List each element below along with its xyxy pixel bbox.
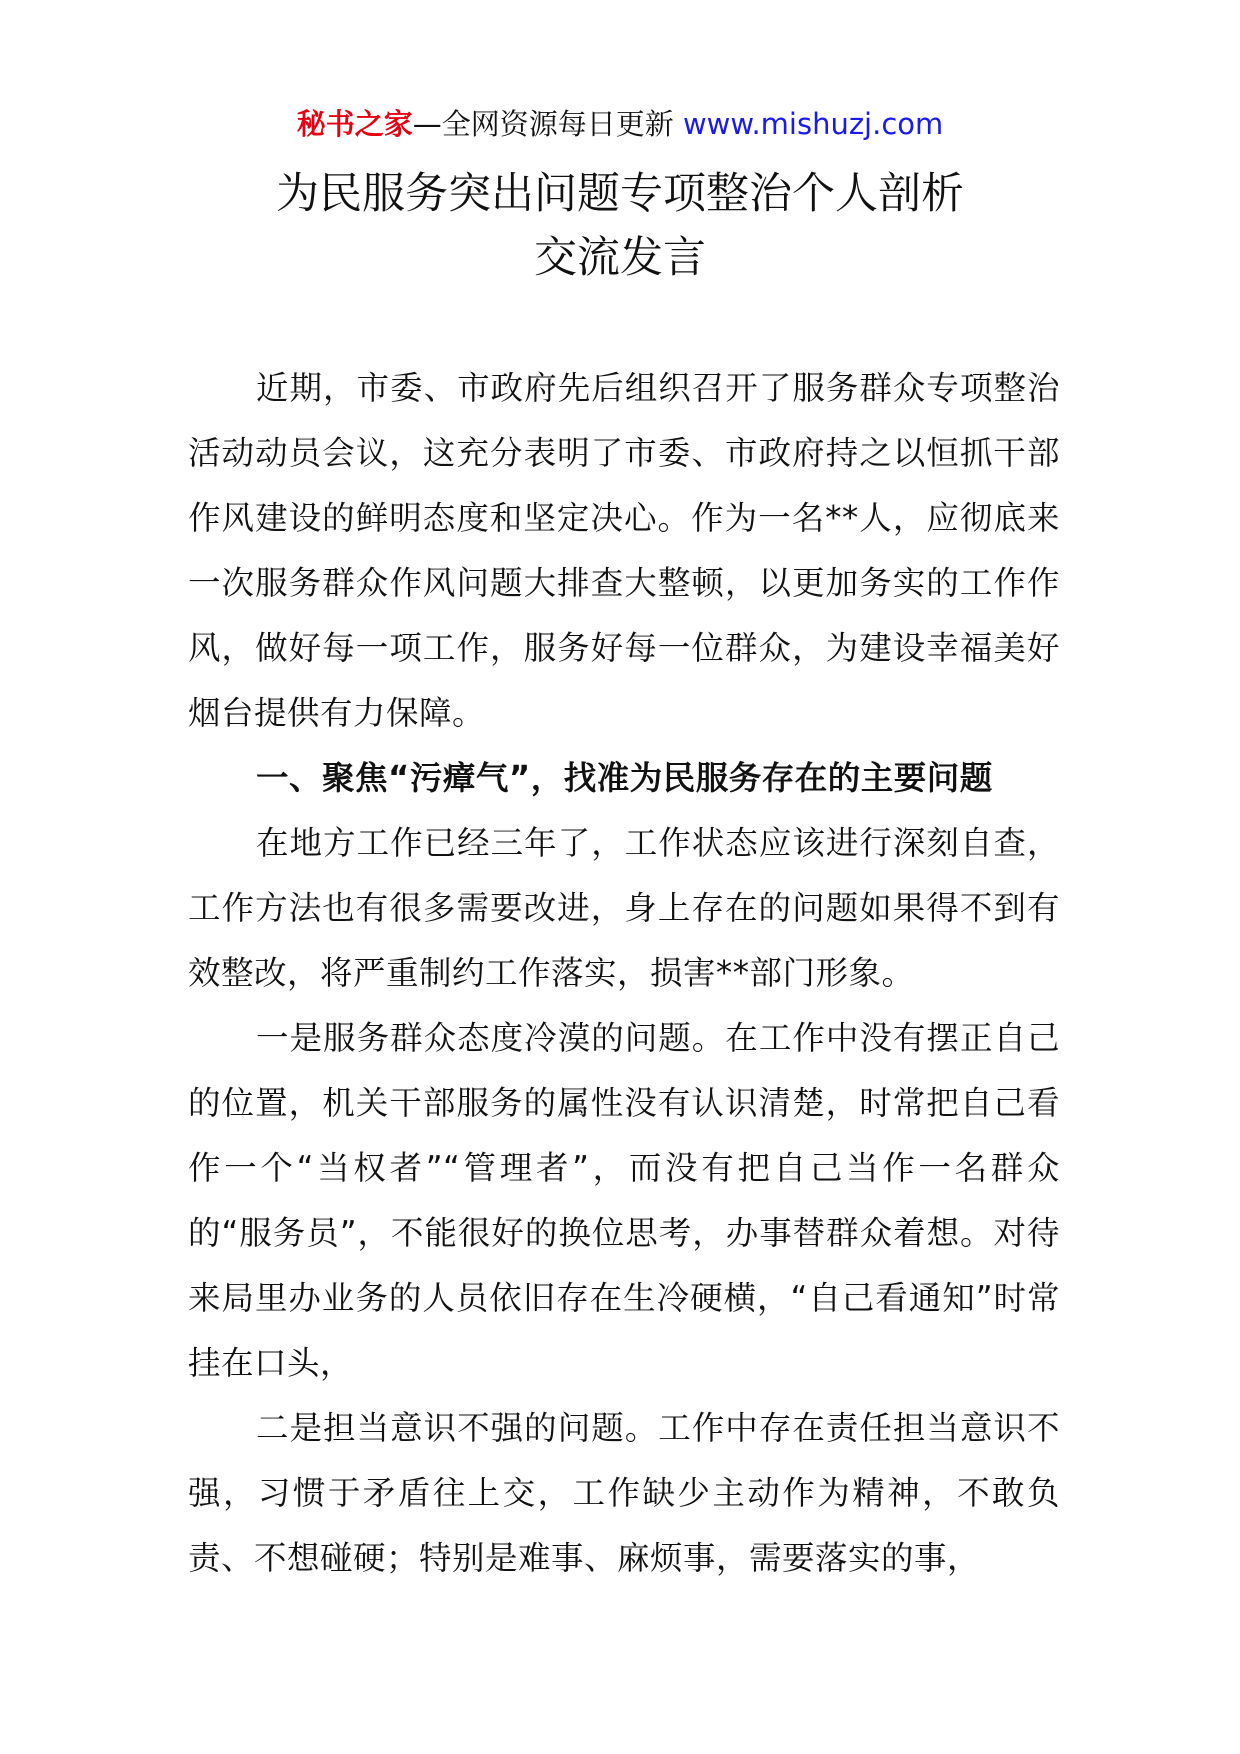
title-line-2: 交流发言 <box>534 233 706 283</box>
paragraph-self-review: 在地方工作已经三年了，工作状态应该进行深刻自查，工作方法也有很多需要改进，身上存在的问题如果得不到有效整改，将严重制约工作落实，损害**部门形象。 <box>188 824 1060 992</box>
banner-tagline: —全网资源每日更新 <box>412 107 683 141</box>
section-heading-1: 一、聚焦“污瘴气”，找准为民服务存在的主要问题 <box>256 759 993 797</box>
paragraph-issue-1: 一是服务群众态度冷漠的问题。在工作中没有摆正自己的位置，机关干部服务的属性没有认识清楚，时常把自己看作一个“当权者”“管理者”，而没有把自己当作一名群众的“服务员”，不能很好的换位思考，办事替群众着想。对待来局里办业务的人员依旧存在生冷硬横，“自己看通知”时常挂在口头， <box>188 1019 1060 1382</box>
document-title <box>0 162 1240 290</box>
paragraph-intro: 近期，市委、市政府先后组织召开了服务群众专项整治活动动员会议，这充分表明了市委、市政府持之以恒抓干部作风建设的鲜明态度和坚定决心。作为一名**人，应彻底来一次服务群众作风问题大排查大整顿，以更加务实的工作作风，做好每一项工作，服务好每一位群众，为建设幸福美好烟台提供有力保障。 <box>188 369 1060 732</box>
site-url-link[interactable]: www.mishuzj.com <box>682 107 944 141</box>
site-banner <box>0 104 1240 144</box>
brand-name: 秘书之家 <box>296 107 413 141</box>
title-line-1: 为民服务突出问题专项整治个人剖析 <box>276 169 964 219</box>
document-body <box>188 356 1060 1591</box>
paragraph-issue-2: 二是担当意识不强的问题。工作中存在责任担当意识不强，习惯于矛盾往上交，工作缺少主动作为精神，不敢负责、不想碰硬；特别是难事、麻烦事，需要落实的事， <box>188 1409 1060 1577</box>
